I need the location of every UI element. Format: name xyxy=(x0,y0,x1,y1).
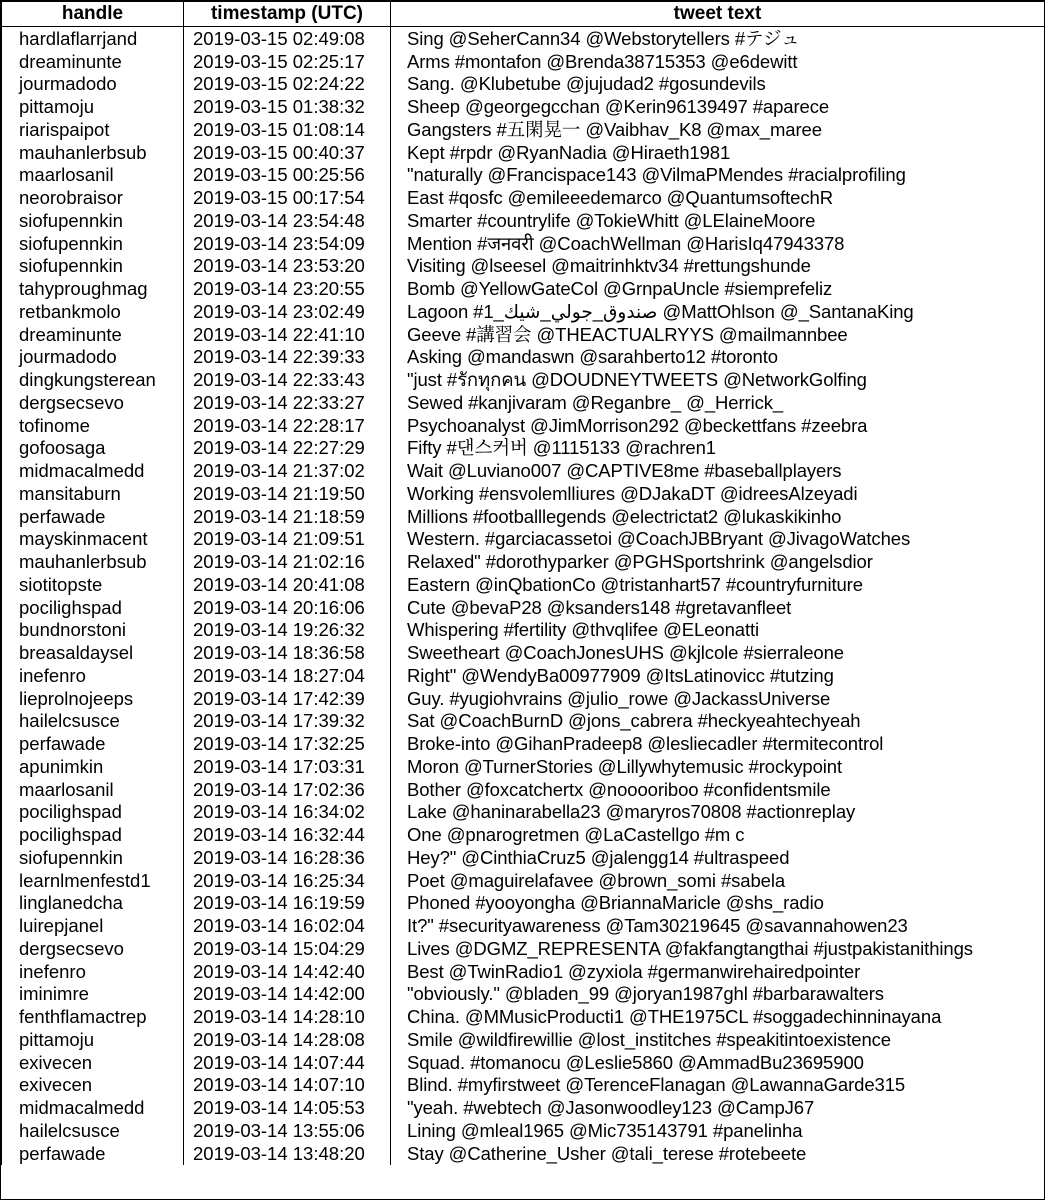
cell-timestamp[interactable]: 2019-03-14 23:53:20 xyxy=(184,255,391,278)
tweet-table xyxy=(1,1,1045,1165)
column-header-tweet-text[interactable]: tweet text xyxy=(391,2,1045,27)
table-row[interactable] xyxy=(2,391,1045,414)
cell-tweet-text[interactable]: Western. #garciacassetoi @CoachJBBryant @JivagoWatches xyxy=(391,528,1045,551)
column-header-handle[interactable]: handle xyxy=(2,2,184,27)
cell-tweet-text[interactable]: Eastern @inQbationCo @tristanhart57 #countryfurniture xyxy=(391,573,1045,596)
table-row[interactable] xyxy=(2,755,1045,778)
cell-timestamp[interactable]: 2019-03-14 17:32:25 xyxy=(184,732,391,755)
cell-handle[interactable]: linglanedcha xyxy=(2,892,184,915)
cell-timestamp[interactable]: 2019-03-15 00:17:54 xyxy=(184,186,391,209)
cell-handle[interactable]: fenthflamactrep xyxy=(2,1005,184,1028)
cell-timestamp[interactable]: 2019-03-15 00:40:37 xyxy=(184,141,391,164)
cell-tweet-text[interactable]: Psychoanalyst @JimMorrison292 @beckettfans #zeebra xyxy=(391,414,1045,437)
cell-handle[interactable]: pocilighspad xyxy=(2,823,184,846)
table-row[interactable] xyxy=(2,27,1045,50)
cell-timestamp[interactable]: 2019-03-14 14:42:00 xyxy=(184,983,391,1006)
cell-timestamp[interactable]: 2019-03-15 00:25:56 xyxy=(184,164,391,187)
cell-tweet-text[interactable]: Whispering #fertility @thvqlifee @ELeonatti xyxy=(391,619,1045,642)
cell-handle[interactable]: luirepjanel xyxy=(2,914,184,937)
cell-handle[interactable]: perfawade xyxy=(2,732,184,755)
cell-tweet-text[interactable]: Mention #जनवरी @CoachWellman @HarisIq47943378 xyxy=(391,232,1045,255)
cell-handle[interactable]: jourmadodo xyxy=(2,346,184,369)
table-row[interactable] xyxy=(2,573,1045,596)
table-row[interactable] xyxy=(2,300,1045,323)
table-row[interactable] xyxy=(2,892,1045,915)
cell-timestamp[interactable]: 2019-03-14 23:54:48 xyxy=(184,209,391,232)
cell-handle[interactable]: jourmadodo xyxy=(2,73,184,96)
cell-tweet-text[interactable]: Lining @mleal1965 @Mic735143791 #panelinha xyxy=(391,1119,1045,1142)
cell-tweet-text[interactable]: Relaxed" #dorothyparker @PGHSportshrink @angelsdior xyxy=(391,550,1045,573)
table-row[interactable] xyxy=(2,528,1045,551)
cell-handle[interactable]: hardlaflarrjand xyxy=(2,27,184,50)
cell-handle[interactable]: pocilighspad xyxy=(2,801,184,824)
cell-timestamp[interactable]: 2019-03-14 21:37:02 xyxy=(184,459,391,482)
cell-handle[interactable]: perfawade xyxy=(2,505,184,528)
cell-timestamp[interactable]: 2019-03-14 16:28:36 xyxy=(184,846,391,869)
cell-timestamp[interactable]: 2019-03-14 16:02:04 xyxy=(184,914,391,937)
cell-handle[interactable]: hailelcsusce xyxy=(2,710,184,733)
cell-timestamp[interactable]: 2019-03-14 14:05:53 xyxy=(184,1096,391,1119)
table-row[interactable] xyxy=(2,414,1045,437)
cell-tweet-text[interactable]: Sheep @georgegcchan @Kerin96139497 #aparece xyxy=(391,95,1045,118)
cell-handle[interactable]: pocilighspad xyxy=(2,596,184,619)
cell-tweet-text[interactable]: Lives @DGMZ_REPRESENTA @fakfangtangthai #justpakistanithings xyxy=(391,937,1045,960)
cell-tweet-text[interactable]: Broke-into @GihanPradeep8 @lesliecadler #termitecontrol xyxy=(391,732,1045,755)
cell-handle[interactable]: dergsecsevo xyxy=(2,391,184,414)
cell-tweet-text[interactable]: "just #รักทุกคน @DOUDNEYTWEETS @NetworkGolfing xyxy=(391,368,1045,391)
table-row[interactable] xyxy=(2,596,1045,619)
cell-handle[interactable]: riarispaipot xyxy=(2,118,184,141)
table-row[interactable] xyxy=(2,983,1045,1006)
cell-tweet-text[interactable]: Squad. #tomanocu @Leslie5860 @AmmadBu23695900 xyxy=(391,1051,1045,1074)
cell-tweet-text[interactable]: Guy. #yugiohvrains @julio_rowe @JackassUniverse xyxy=(391,687,1045,710)
cell-tweet-text[interactable]: Working #ensvolemlliures @DJakaDT @idreesAlzeyadi xyxy=(391,482,1045,505)
table-row[interactable] xyxy=(2,232,1045,255)
table-row[interactable] xyxy=(2,50,1045,73)
cell-handle[interactable]: siofupennkin xyxy=(2,209,184,232)
cell-timestamp[interactable]: 2019-03-14 18:27:04 xyxy=(184,664,391,687)
cell-tweet-text[interactable]: Moron @TurnerStories @Lillywhytemusic #rockypoint xyxy=(391,755,1045,778)
cell-tweet-text[interactable]: Lake @haninarabella23 @maryros70808 #actionreplay xyxy=(391,801,1045,824)
cell-tweet-text[interactable]: Poet @maguirelafavee @brown_somi #sabela xyxy=(391,869,1045,892)
cell-tweet-text[interactable]: "obviously." @bladen_99 @joryan1987ghl #barbarawalters xyxy=(391,983,1045,1006)
cell-timestamp[interactable]: 2019-03-14 19:26:32 xyxy=(184,619,391,642)
table-row[interactable] xyxy=(2,869,1045,892)
cell-tweet-text[interactable]: China. @MMusicProducti1 @THE1975CL #soggadechinninayana xyxy=(391,1005,1045,1028)
cell-timestamp[interactable]: 2019-03-14 23:20:55 xyxy=(184,277,391,300)
cell-tweet-text[interactable]: Millions #footballlegends @electrictat2 @lukaskikinho xyxy=(391,505,1045,528)
cell-tweet-text[interactable]: Sewed #kanjivaram @Reganbre_ @_Herrick_ xyxy=(391,391,1045,414)
cell-handle[interactable]: pittamoju xyxy=(2,1028,184,1051)
cell-handle[interactable]: apunimkin xyxy=(2,755,184,778)
cell-timestamp[interactable]: 2019-03-14 18:36:58 xyxy=(184,641,391,664)
cell-tweet-text[interactable]: Geeve #講習会 @THEACTUALRYYS @mailmannbee xyxy=(391,323,1045,346)
cell-timestamp[interactable]: 2019-03-14 14:28:08 xyxy=(184,1028,391,1051)
cell-timestamp[interactable]: 2019-03-14 16:32:44 xyxy=(184,823,391,846)
cell-handle[interactable]: hailelcsusce xyxy=(2,1119,184,1142)
cell-timestamp[interactable]: 2019-03-15 02:24:22 xyxy=(184,73,391,96)
table-row[interactable] xyxy=(2,1074,1045,1097)
cell-handle[interactable]: mauhanlerbsub xyxy=(2,550,184,573)
cell-handle[interactable]: iminimre xyxy=(2,983,184,1006)
cell-timestamp[interactable]: 2019-03-14 17:39:32 xyxy=(184,710,391,733)
table-row[interactable] xyxy=(2,73,1045,96)
table-row[interactable] xyxy=(2,960,1045,983)
cell-timestamp[interactable]: 2019-03-14 20:16:06 xyxy=(184,596,391,619)
cell-tweet-text[interactable]: Sing @SeherCann34 @Webstorytellers #テジュ xyxy=(391,27,1045,50)
cell-tweet-text[interactable]: Smile @wildfirewillie @lost_institches #speakitintoexistence xyxy=(391,1028,1045,1051)
cell-handle[interactable]: mauhanlerbsub xyxy=(2,141,184,164)
cell-tweet-text[interactable]: Smarter #countrylife @TokieWhitt @LElaineMoore xyxy=(391,209,1045,232)
cell-tweet-text[interactable]: Visiting @lseesel @maitrinhktv34 #rettungshunde xyxy=(391,255,1045,278)
cell-timestamp[interactable]: 2019-03-14 23:02:49 xyxy=(184,300,391,323)
table-row[interactable] xyxy=(2,186,1045,209)
cell-tweet-text[interactable]: East #qosfc @emileeedemarco @QuantumsoftechR xyxy=(391,186,1045,209)
cell-timestamp[interactable]: 2019-03-14 16:25:34 xyxy=(184,869,391,892)
table-row[interactable] xyxy=(2,323,1045,346)
table-row[interactable] xyxy=(2,141,1045,164)
cell-tweet-text[interactable]: Sweetheart @CoachJonesUHS @kjlcole #sierraleone xyxy=(391,641,1045,664)
cell-handle[interactable]: tahyproughmag xyxy=(2,277,184,300)
cell-timestamp[interactable]: 2019-03-15 01:08:14 xyxy=(184,118,391,141)
table-row[interactable] xyxy=(2,619,1045,642)
cell-handle[interactable]: dingkungsterean xyxy=(2,368,184,391)
table-row[interactable] xyxy=(2,687,1045,710)
cell-handle[interactable]: siofupennkin xyxy=(2,232,184,255)
table-row[interactable] xyxy=(2,459,1045,482)
table-header xyxy=(2,2,1045,27)
cell-handle[interactable]: perfawade xyxy=(2,1142,184,1165)
table-row[interactable] xyxy=(2,914,1045,937)
table-row[interactable] xyxy=(2,641,1045,664)
table-row[interactable] xyxy=(2,732,1045,755)
cell-timestamp[interactable]: 2019-03-14 22:39:33 xyxy=(184,346,391,369)
table-row[interactable] xyxy=(2,937,1045,960)
cell-tweet-text[interactable]: "naturally @Francispace143 @VilmaPMendes #racialprofiling xyxy=(391,164,1045,187)
cell-tweet-text[interactable]: Best @TwinRadio1 @zyxiola #germanwirehairedpointer xyxy=(391,960,1045,983)
table-row[interactable] xyxy=(2,1028,1045,1051)
table-row[interactable] xyxy=(2,437,1045,460)
cell-handle[interactable]: siofupennkin xyxy=(2,255,184,278)
cell-timestamp[interactable]: 2019-03-14 17:02:36 xyxy=(184,778,391,801)
cell-tweet-text[interactable]: One @pnarogretmen @LaCastellgo #m c xyxy=(391,823,1045,846)
cell-timestamp[interactable]: 2019-03-14 22:28:17 xyxy=(184,414,391,437)
cell-tweet-text[interactable]: Bomb @YellowGateCol @GrnpaUncle #siemprefeliz xyxy=(391,277,1045,300)
cell-tweet-text[interactable]: Hey?" @CinthiaCruz5 @jalengg14 #ultraspeed xyxy=(391,846,1045,869)
cell-timestamp[interactable]: 2019-03-14 22:41:10 xyxy=(184,323,391,346)
cell-timestamp[interactable]: 2019-03-14 17:42:39 xyxy=(184,687,391,710)
cell-timestamp[interactable]: 2019-03-15 02:25:17 xyxy=(184,50,391,73)
cell-handle[interactable]: gofoosaga xyxy=(2,437,184,460)
cell-timestamp[interactable]: 2019-03-14 17:03:31 xyxy=(184,755,391,778)
table-row[interactable] xyxy=(2,664,1045,687)
cell-tweet-text[interactable]: Bother @foxcatchertx @nooooriboo #confidentsmile xyxy=(391,778,1045,801)
cell-handle[interactable]: learnlmenfestd1 xyxy=(2,869,184,892)
cell-tweet-text[interactable]: Stay @Catherine_Usher @tali_terese #rotebeete xyxy=(391,1142,1045,1165)
cell-timestamp[interactable]: 2019-03-14 22:27:29 xyxy=(184,437,391,460)
table-row[interactable] xyxy=(2,1142,1045,1165)
cell-handle[interactable]: mayskinmacent xyxy=(2,528,184,551)
cell-handle[interactable]: pittamoju xyxy=(2,95,184,118)
cell-handle[interactable]: bundnorstoni xyxy=(2,619,184,642)
cell-tweet-text[interactable]: Fifty #댄스커버 @1115133 @rachren1 xyxy=(391,437,1045,460)
cell-tweet-text[interactable]: Sang. @Klubetube @jujudad2 #gosundevils xyxy=(391,73,1045,96)
cell-timestamp[interactable]: 2019-03-14 14:07:44 xyxy=(184,1051,391,1074)
cell-timestamp[interactable]: 2019-03-14 21:18:59 xyxy=(184,505,391,528)
table-row[interactable] xyxy=(2,846,1045,869)
table-body xyxy=(2,27,1045,1165)
table-row[interactable] xyxy=(2,1005,1045,1028)
cell-handle[interactable]: retbankmolo xyxy=(2,300,184,323)
table-row[interactable] xyxy=(2,801,1045,824)
table-row[interactable] xyxy=(2,823,1045,846)
cell-tweet-text[interactable]: Cute @bevaP28 @ksanders148 #gretavanfleet xyxy=(391,596,1045,619)
cell-timestamp[interactable]: 2019-03-14 23:54:09 xyxy=(184,232,391,255)
cell-handle[interactable]: exivecen xyxy=(2,1074,184,1097)
cell-handle[interactable]: exivecen xyxy=(2,1051,184,1074)
table-row[interactable] xyxy=(2,482,1045,505)
table-row[interactable] xyxy=(2,346,1045,369)
cell-timestamp[interactable]: 2019-03-14 16:19:59 xyxy=(184,892,391,915)
cell-timestamp[interactable]: 2019-03-14 21:02:16 xyxy=(184,550,391,573)
table-row[interactable] xyxy=(2,1051,1045,1074)
cell-timestamp[interactable]: 2019-03-14 22:33:27 xyxy=(184,391,391,414)
cell-tweet-text[interactable]: Gangsters #五閑晃一 @Vaibhav_K8 @max_maree xyxy=(391,118,1045,141)
table-row[interactable] xyxy=(2,550,1045,573)
cell-timestamp[interactable]: 2019-03-14 16:34:02 xyxy=(184,801,391,824)
cell-handle[interactable]: dergsecsevo xyxy=(2,937,184,960)
cell-handle[interactable]: siotitopste xyxy=(2,573,184,596)
cell-handle[interactable]: mansitaburn xyxy=(2,482,184,505)
table-row[interactable] xyxy=(2,118,1045,141)
table-row[interactable] xyxy=(2,164,1045,187)
cell-tweet-text[interactable]: Lagoon #1_صندوق_جولي_شيك @MattOhlson @_SantanaKing xyxy=(391,300,1045,323)
cell-handle[interactable]: neorobraisor xyxy=(2,186,184,209)
cell-timestamp[interactable]: 2019-03-14 14:42:40 xyxy=(184,960,391,983)
table-row[interactable] xyxy=(2,1119,1045,1142)
cell-handle[interactable]: breasaldaysel xyxy=(2,641,184,664)
table-row[interactable] xyxy=(2,1096,1045,1119)
cell-handle[interactable]: midmacalmedd xyxy=(2,1096,184,1119)
table-row[interactable] xyxy=(2,209,1045,232)
cell-tweet-text[interactable]: Blind. #myfirstweet @TerenceFlanagan @LawannaGarde315 xyxy=(391,1074,1045,1097)
cell-handle[interactable]: lieprolnojeeps xyxy=(2,687,184,710)
header-row xyxy=(2,2,1045,27)
table-row[interactable] xyxy=(2,277,1045,300)
cell-tweet-text[interactable]: Right" @WendyBa00977909 @ItsLatinovicc #tutzing xyxy=(391,664,1045,687)
cell-handle[interactable]: inefenro xyxy=(2,664,184,687)
cell-timestamp[interactable]: 2019-03-14 15:04:29 xyxy=(184,937,391,960)
cell-timestamp[interactable]: 2019-03-14 13:55:06 xyxy=(184,1119,391,1142)
table-row[interactable] xyxy=(2,255,1045,278)
cell-timestamp[interactable]: 2019-03-15 01:38:32 xyxy=(184,95,391,118)
cell-handle[interactable]: dreaminunte xyxy=(2,323,184,346)
cell-timestamp[interactable]: 2019-03-14 14:07:10 xyxy=(184,1074,391,1097)
cell-timestamp[interactable]: 2019-03-14 14:28:10 xyxy=(184,1005,391,1028)
table-row[interactable] xyxy=(2,710,1045,733)
cell-tweet-text[interactable]: It?" #securityawareness @Tam30219645 @savannahowen23 xyxy=(391,914,1045,937)
cell-tweet-text[interactable]: Phoned #yooyongha @BriannaMaricle @shs_radio xyxy=(391,892,1045,915)
cell-handle[interactable]: siofupennkin xyxy=(2,846,184,869)
cell-tweet-text[interactable]: "yeah. #webtech @Jasonwoodley123 @CampJ67 xyxy=(391,1096,1045,1119)
cell-timestamp[interactable]: 2019-03-14 13:48:20 xyxy=(184,1142,391,1165)
table-row[interactable] xyxy=(2,505,1045,528)
cell-handle[interactable]: inefenro xyxy=(2,960,184,983)
cell-tweet-text[interactable]: Sat @CoachBurnD @jons_cabrera #heckyeahtechyeah xyxy=(391,710,1045,733)
cell-handle[interactable]: maarlosanil xyxy=(2,164,184,187)
cell-handle[interactable]: dreaminunte xyxy=(2,50,184,73)
table-row[interactable] xyxy=(2,778,1045,801)
cell-tweet-text[interactable]: Arms #montafon @Brenda38715353 @e6dewitt xyxy=(391,50,1045,73)
cell-timestamp[interactable]: 2019-03-15 02:49:08 xyxy=(184,27,391,50)
cell-tweet-text[interactable]: Asking @mandaswn @sarahberto12 #toronto xyxy=(391,346,1045,369)
cell-handle[interactable]: midmacalmedd xyxy=(2,459,184,482)
cell-tweet-text[interactable]: Wait @Luviano007 @CAPTIVE8me #baseballplayers xyxy=(391,459,1045,482)
cell-handle[interactable]: maarlosanil xyxy=(2,778,184,801)
table-row[interactable] xyxy=(2,368,1045,391)
column-header-timestamp[interactable]: timestamp (UTC) xyxy=(184,2,391,27)
cell-timestamp[interactable]: 2019-03-14 21:19:50 xyxy=(184,482,391,505)
cell-timestamp[interactable]: 2019-03-14 21:09:51 xyxy=(184,528,391,551)
table-row[interactable] xyxy=(2,95,1045,118)
cell-handle[interactable]: tofinome xyxy=(2,414,184,437)
cell-timestamp[interactable]: 2019-03-14 22:33:43 xyxy=(184,368,391,391)
cell-timestamp[interactable]: 2019-03-14 20:41:08 xyxy=(184,573,391,596)
cell-tweet-text[interactable]: Kept #rpdr @RyanNadia @Hiraeth1981 xyxy=(391,141,1045,164)
